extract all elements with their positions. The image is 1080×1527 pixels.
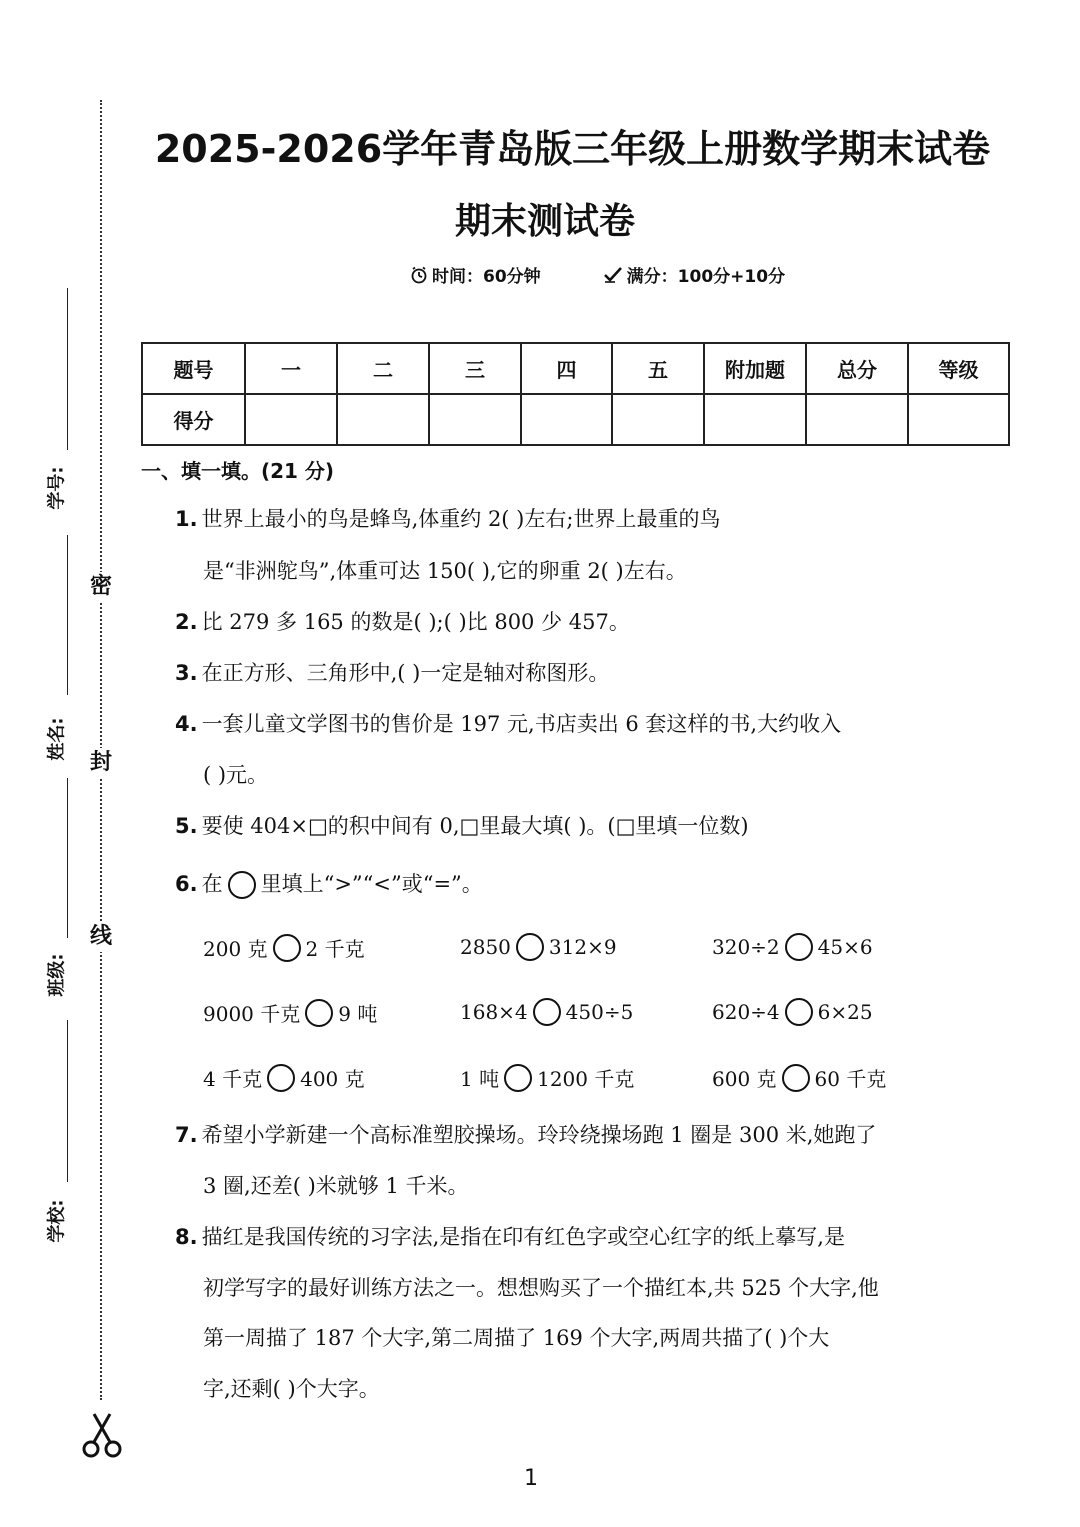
class-line [67,778,68,938]
question-text: 要使 404×□的积中间有 0,□里最大填( )。(□里填一位数) [201,814,749,838]
question-text: 希望小学新建一个高标准塑胶操场。玲玲绕操场跑 1 圈是 300 米,她跑了 [201,1123,877,1147]
compare-left: 1 吨 [460,1067,500,1091]
score-cell[interactable] [521,394,612,445]
header-cell: 五 [612,343,704,394]
header-cell: 附加题 [704,343,806,394]
header-cell: 三 [429,343,521,394]
question-text-post: 里填上“>”“<”或“=”。 [260,872,483,896]
answer-circle[interactable] [267,1064,295,1092]
question-8-continued: 字,还剩( )个大字。 [203,1377,380,1401]
compare-item [460,1063,634,1092]
score-cell[interactable] [806,394,908,445]
score-cell[interactable] [337,394,429,445]
answer-circle[interactable] [504,1064,532,1092]
compare-right: 6×25 [817,1000,873,1024]
page-number: 1 [524,1466,538,1491]
answer-circle[interactable] [785,933,813,961]
question-8-continued: 初学写字的最好训练方法之一。想想购买了一个描红本,共 525 个大字,他 [203,1276,879,1300]
class-label: 班级: [46,953,68,997]
question-7-continued: 3 圈,还差( )米就够 1 千米。 [203,1174,469,1198]
page-title: 2025-2026学年青岛版三年级上册数学期末试卷 [154,127,991,171]
compare-left: 4 千克 [203,1067,263,1091]
compare-item [460,933,617,961]
score-cell[interactable] [429,394,521,445]
seal-char-mi: 密 [86,572,116,602]
answer-circle[interactable] [305,999,333,1027]
question-8 [175,1212,845,1263]
compare-left: 320÷2 [712,935,780,959]
question-4 [175,699,841,750]
score-table-score-row [142,394,1009,445]
circle-symbol [228,871,256,899]
question-number: 3. [175,661,198,685]
school-label: 学校: [46,1199,68,1243]
score-table-header-row [142,343,1009,394]
school-line [67,1020,68,1182]
compare-right: 1200 千克 [537,1067,635,1091]
question-number: 1. [175,507,198,531]
compare-right: 60 千克 [814,1067,887,1091]
header-cell: 四 [521,343,612,394]
question-2 [175,597,630,648]
header-cell: 一 [245,343,337,394]
name-line [67,535,68,695]
question-number: 4. [175,712,198,736]
scissors-icon [80,1410,124,1460]
question-3 [175,648,609,699]
compare-left: 168×4 [460,1000,528,1024]
exam-meta [410,262,785,287]
section-title: 一、填一填。(21 分) [141,459,335,483]
compare-item [203,933,365,962]
question-number: 7. [175,1123,198,1147]
clock-icon [410,266,428,284]
question-4-continued: ( )元。 [203,763,269,787]
question-text: 一套儿童文学图书的售价是 197 元,书店卖出 6 套这样的书,大约收入 [201,712,842,736]
compare-left: 600 克 [712,1067,777,1091]
name-label: 姓名: [46,717,68,761]
score-cell[interactable] [704,394,806,445]
compare-left: 620÷4 [712,1000,780,1024]
question-6 [175,859,483,910]
question-text: 比 279 多 165 的数是( );( )比 800 少 457。 [201,610,630,634]
question-text-pre: 在 [201,872,223,896]
answer-circle[interactable] [273,934,301,962]
score-cell[interactable] [612,394,704,445]
student-id-label: 学号: [46,466,68,510]
header-cell: 二 [337,343,429,394]
answer-circle[interactable] [533,998,561,1026]
compare-item [203,998,377,1027]
compare-left: 2850 [460,935,511,959]
answer-circle[interactable] [516,933,544,961]
score-cell[interactable] [245,394,337,445]
question-text: 世界上最小的鸟是蜂鸟,体重约 2( )左右;世界上最重的鸟 [201,507,721,531]
question-1 [175,494,720,545]
question-number: 8. [175,1225,198,1249]
question-text: 描红是我国传统的习字法,是指在印有红色字或空心红字的纸上摹写,是 [201,1225,845,1249]
compare-item [712,998,873,1026]
question-1-continued: 是“非洲鸵鸟”,体重可达 150( ),它的卵重 2( )左右。 [203,559,687,583]
score-row-label: 得分 [142,394,245,445]
seal-char-feng: 封 [86,748,116,778]
answer-circle[interactable] [785,998,813,1026]
page-subtitle: 期末测试卷 [454,201,635,242]
compare-right: 450÷5 [565,1000,634,1024]
seal-char-xian: 线 [86,922,116,952]
header-cell: 总分 [806,343,908,394]
compare-right: 2 千克 [305,937,365,961]
question-7 [175,1110,876,1161]
student-id-line [67,288,68,450]
question-8-continued: 第一周描了 187 个大字,第二周描了 169 个大字,两周共描了( )个大 [203,1326,830,1350]
question-number: 2. [175,610,198,634]
compare-left: 200 克 [203,937,268,961]
compare-right: 312×9 [548,935,617,959]
question-number: 5. [175,814,198,838]
question-text: 在正方形、三角形中,( )一定是轴对称图形。 [201,661,610,685]
compare-item [712,933,873,961]
compare-left: 9000 千克 [203,1002,301,1026]
answer-circle[interactable] [782,1064,810,1092]
compare-item [712,1063,886,1092]
question-number: 6. [175,872,198,896]
header-cell: 题号 [142,343,245,394]
compare-item [460,998,633,1026]
header-cell: 等级 [908,343,1009,394]
compare-right: 45×6 [817,935,873,959]
score-table [141,342,1010,446]
exam-full-score: 满分：100分+10分 [626,267,786,287]
question-5 [175,801,749,852]
score-cell[interactable] [908,394,1009,445]
exam-time: 时间：60分钟 [432,267,541,287]
compare-right: 400 克 [300,1067,365,1091]
compare-right: 9 吨 [338,1002,378,1026]
compare-item [203,1063,365,1092]
check-icon [603,266,623,284]
